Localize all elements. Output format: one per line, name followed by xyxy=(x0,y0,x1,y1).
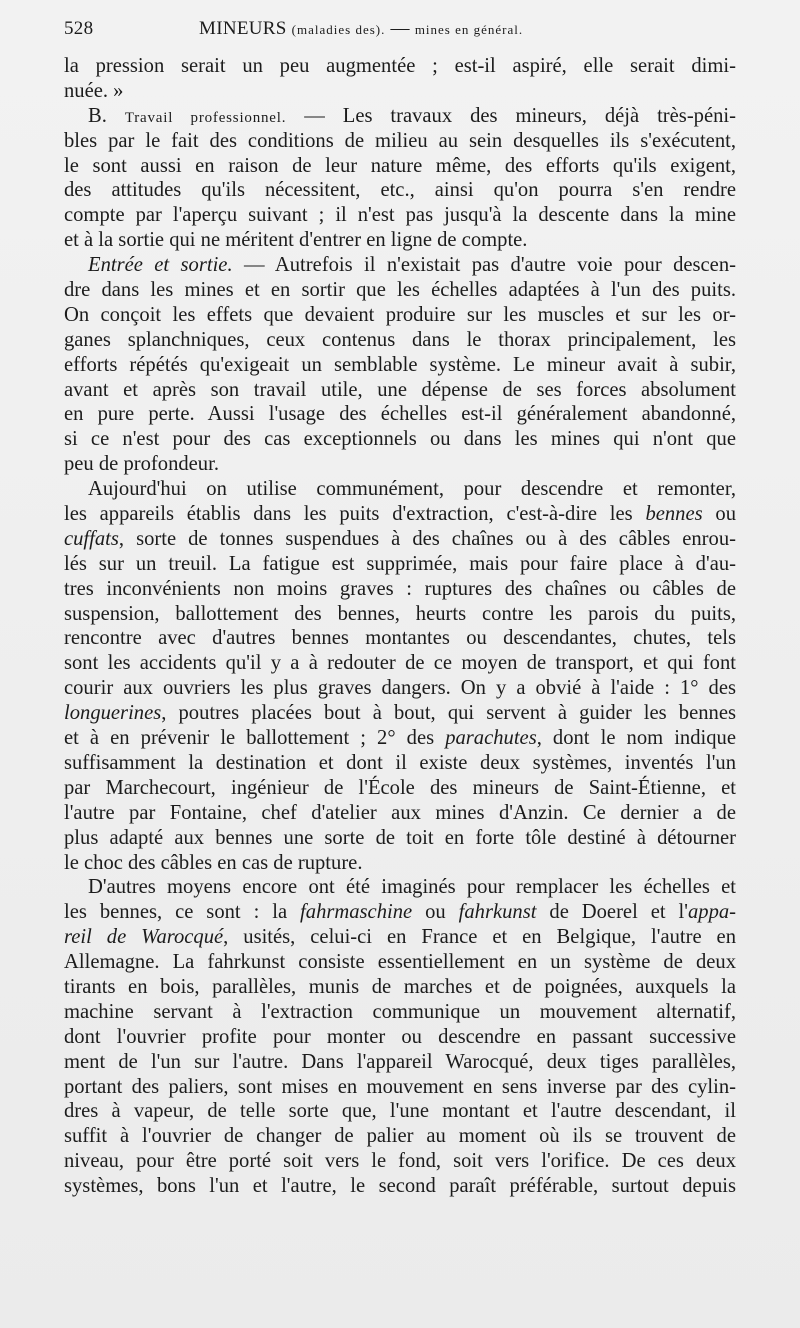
text-line: D'autres moyens encore ont été imaginés pour remplacer les échelles et xyxy=(88,876,736,899)
text-line: avant et après son travail utile, une dépense de ses forces absolument xyxy=(64,378,736,401)
text-line: peu de profondeur. xyxy=(64,453,219,476)
text-line: le sont aussi en raison de leur nature même, des efforts qu'ils exigent, xyxy=(64,154,736,177)
text-line: machine servant à l'extraction communique un mouvement alternatif, xyxy=(64,1000,736,1023)
text-line: l'autre par Fontaine, chef d'atelier aux mines d'Anzin. Ce dernier a de xyxy=(64,801,736,824)
text-line: et à la sortie qui ne méritent d'entrer en ligne de compte. xyxy=(64,229,528,252)
text-line: nuée. » xyxy=(64,79,124,102)
text-line: suffisamment la destination et dont il existe deux systèmes, inventés l'un xyxy=(64,751,736,774)
text-line: et à en prévenir le ballottement ; 2° des parachutes, dont le nom indique xyxy=(64,727,736,750)
text-line: Entrée et sortie. — Autrefois il n'existait pas d'autre voie pour descen- xyxy=(88,254,736,277)
text-line: suspension, ballottement des bennes, heurts contre les parois du puits, xyxy=(64,602,736,625)
body-text xyxy=(64,54,736,1199)
text-line: bles par le fait des conditions de milieu au sein desquelles ils s'exécutent, xyxy=(64,129,736,152)
text-line: les bennes, ce sont : la fahrmaschine ou fahrkunst de Doerel et l'appa- xyxy=(64,901,737,924)
text-line: lés sur un treuil. La fatigue est supprimée, mais pour faire place à d'au- xyxy=(64,552,736,575)
text-line: portant des paliers, sont mises en mouvement en sens inverse par des cylin- xyxy=(64,1075,736,1098)
text-line: B. Travail professionnel. — Les travaux des mineurs, déjà très-péni- xyxy=(88,104,736,127)
text-line: le choc des câbles en cas de rupture. xyxy=(64,851,363,874)
running-title-main: MINEURS xyxy=(199,18,287,39)
text-line: des attitudes qu'ils nécessitent, etc., ainsi qu'on pourra s'en rendre xyxy=(64,179,736,202)
text-line: suffit à l'ouvrier de changer de palier au moment où ils se trouvent de xyxy=(64,1125,736,1148)
page-number: 528 xyxy=(64,18,94,39)
text-line: par Marchecourt, ingénieur de l'École des mineurs de Saint-Étienne, et xyxy=(64,776,736,799)
running-header xyxy=(64,18,734,48)
text-line: plus adapté aux bennes une sorte de toit en forte tôle destiné à détourner xyxy=(64,826,736,849)
text-line: systèmes, bons l'un et l'autre, le second paraît préférable, surtout depuis xyxy=(64,1175,736,1198)
text-line: reil de Warocqué, usités, celui-ci en France et en Belgique, l'autre en xyxy=(64,926,736,949)
text-line: courir aux ouvriers les plus graves dangers. On y a obvié à l'aide : 1° des xyxy=(64,677,736,700)
text-line: les appareils établis dans les puits d'extraction, c'est-à-dire les bennes ou xyxy=(64,503,736,526)
text-line: On conçoit les effets que devaient produire sur les muscles et sur les or- xyxy=(64,303,736,326)
text-line: cuffats, sorte de tonnes suspendues à des chaînes ou à des câbles enrou- xyxy=(64,527,736,550)
running-title-section: mines en général. xyxy=(414,22,524,37)
text-line: niveau, pour être porté soit vers le fond, soit vers l'orifice. De ces deux xyxy=(64,1150,736,1173)
text-line: ganes splanchniques, ceux contenus dans le thorax principalement, les xyxy=(64,328,736,351)
text-line: tres inconvénients non moins graves : ruptures des chaînes ou câbles de xyxy=(64,577,736,600)
text-line: compte par l'aperçu suivant ; il n'est pas jusqu'à la descente dans la mine xyxy=(64,204,736,227)
text-line: la pression serait un peu augmentée ; est-il aspiré, elle serait dimi- xyxy=(64,55,736,77)
text-line: efforts répétés qu'exigeait un semblable système. Le mineur avait à subir, xyxy=(64,353,736,376)
text-line: tirants en bois, parallèles, munis de marches et de poignées, auxquels la xyxy=(64,975,736,998)
text-line: dont l'ouvrier profite pour monter ou descendre en passant successive xyxy=(64,1025,736,1048)
text-line: si ce n'est pour des cas exceptionnels ou dans les mines qui n'ont que xyxy=(64,428,736,451)
text-line: Allemagne. La fahrkunst consiste essentiellement en un système de deux xyxy=(64,951,736,974)
text-line: dre dans les mines et en sortir que les échelles adaptées à l'un des puits. xyxy=(64,279,736,302)
text-line: rencontre avec d'autres bennes montantes ou descendantes, chutes, tels xyxy=(64,627,736,650)
running-title xyxy=(199,18,523,40)
running-title-paren: (maladies des). xyxy=(291,22,386,37)
text-line: ment de l'un sur l'autre. Dans l'appareil Warocqué, deux tiges parallèles, xyxy=(64,1050,736,1073)
text-line: longuerines, poutres placées bout à bout, qui servent à guider les bennes xyxy=(64,702,736,725)
running-title-dash: — xyxy=(390,18,410,39)
text-line: dres à vapeur, de telle sorte que, l'une montant et l'autre descendant, il xyxy=(64,1100,736,1123)
text-line: Aujourd'hui on utilise communément, pour descendre et remonter, xyxy=(88,478,736,501)
text-line: sont les accidents qu'il y a à redouter de ce moyen de transport, et qui font xyxy=(64,652,736,675)
text-line: en pure perte. Aussi l'usage des échelles est-il généralement abandonné, xyxy=(64,403,736,426)
